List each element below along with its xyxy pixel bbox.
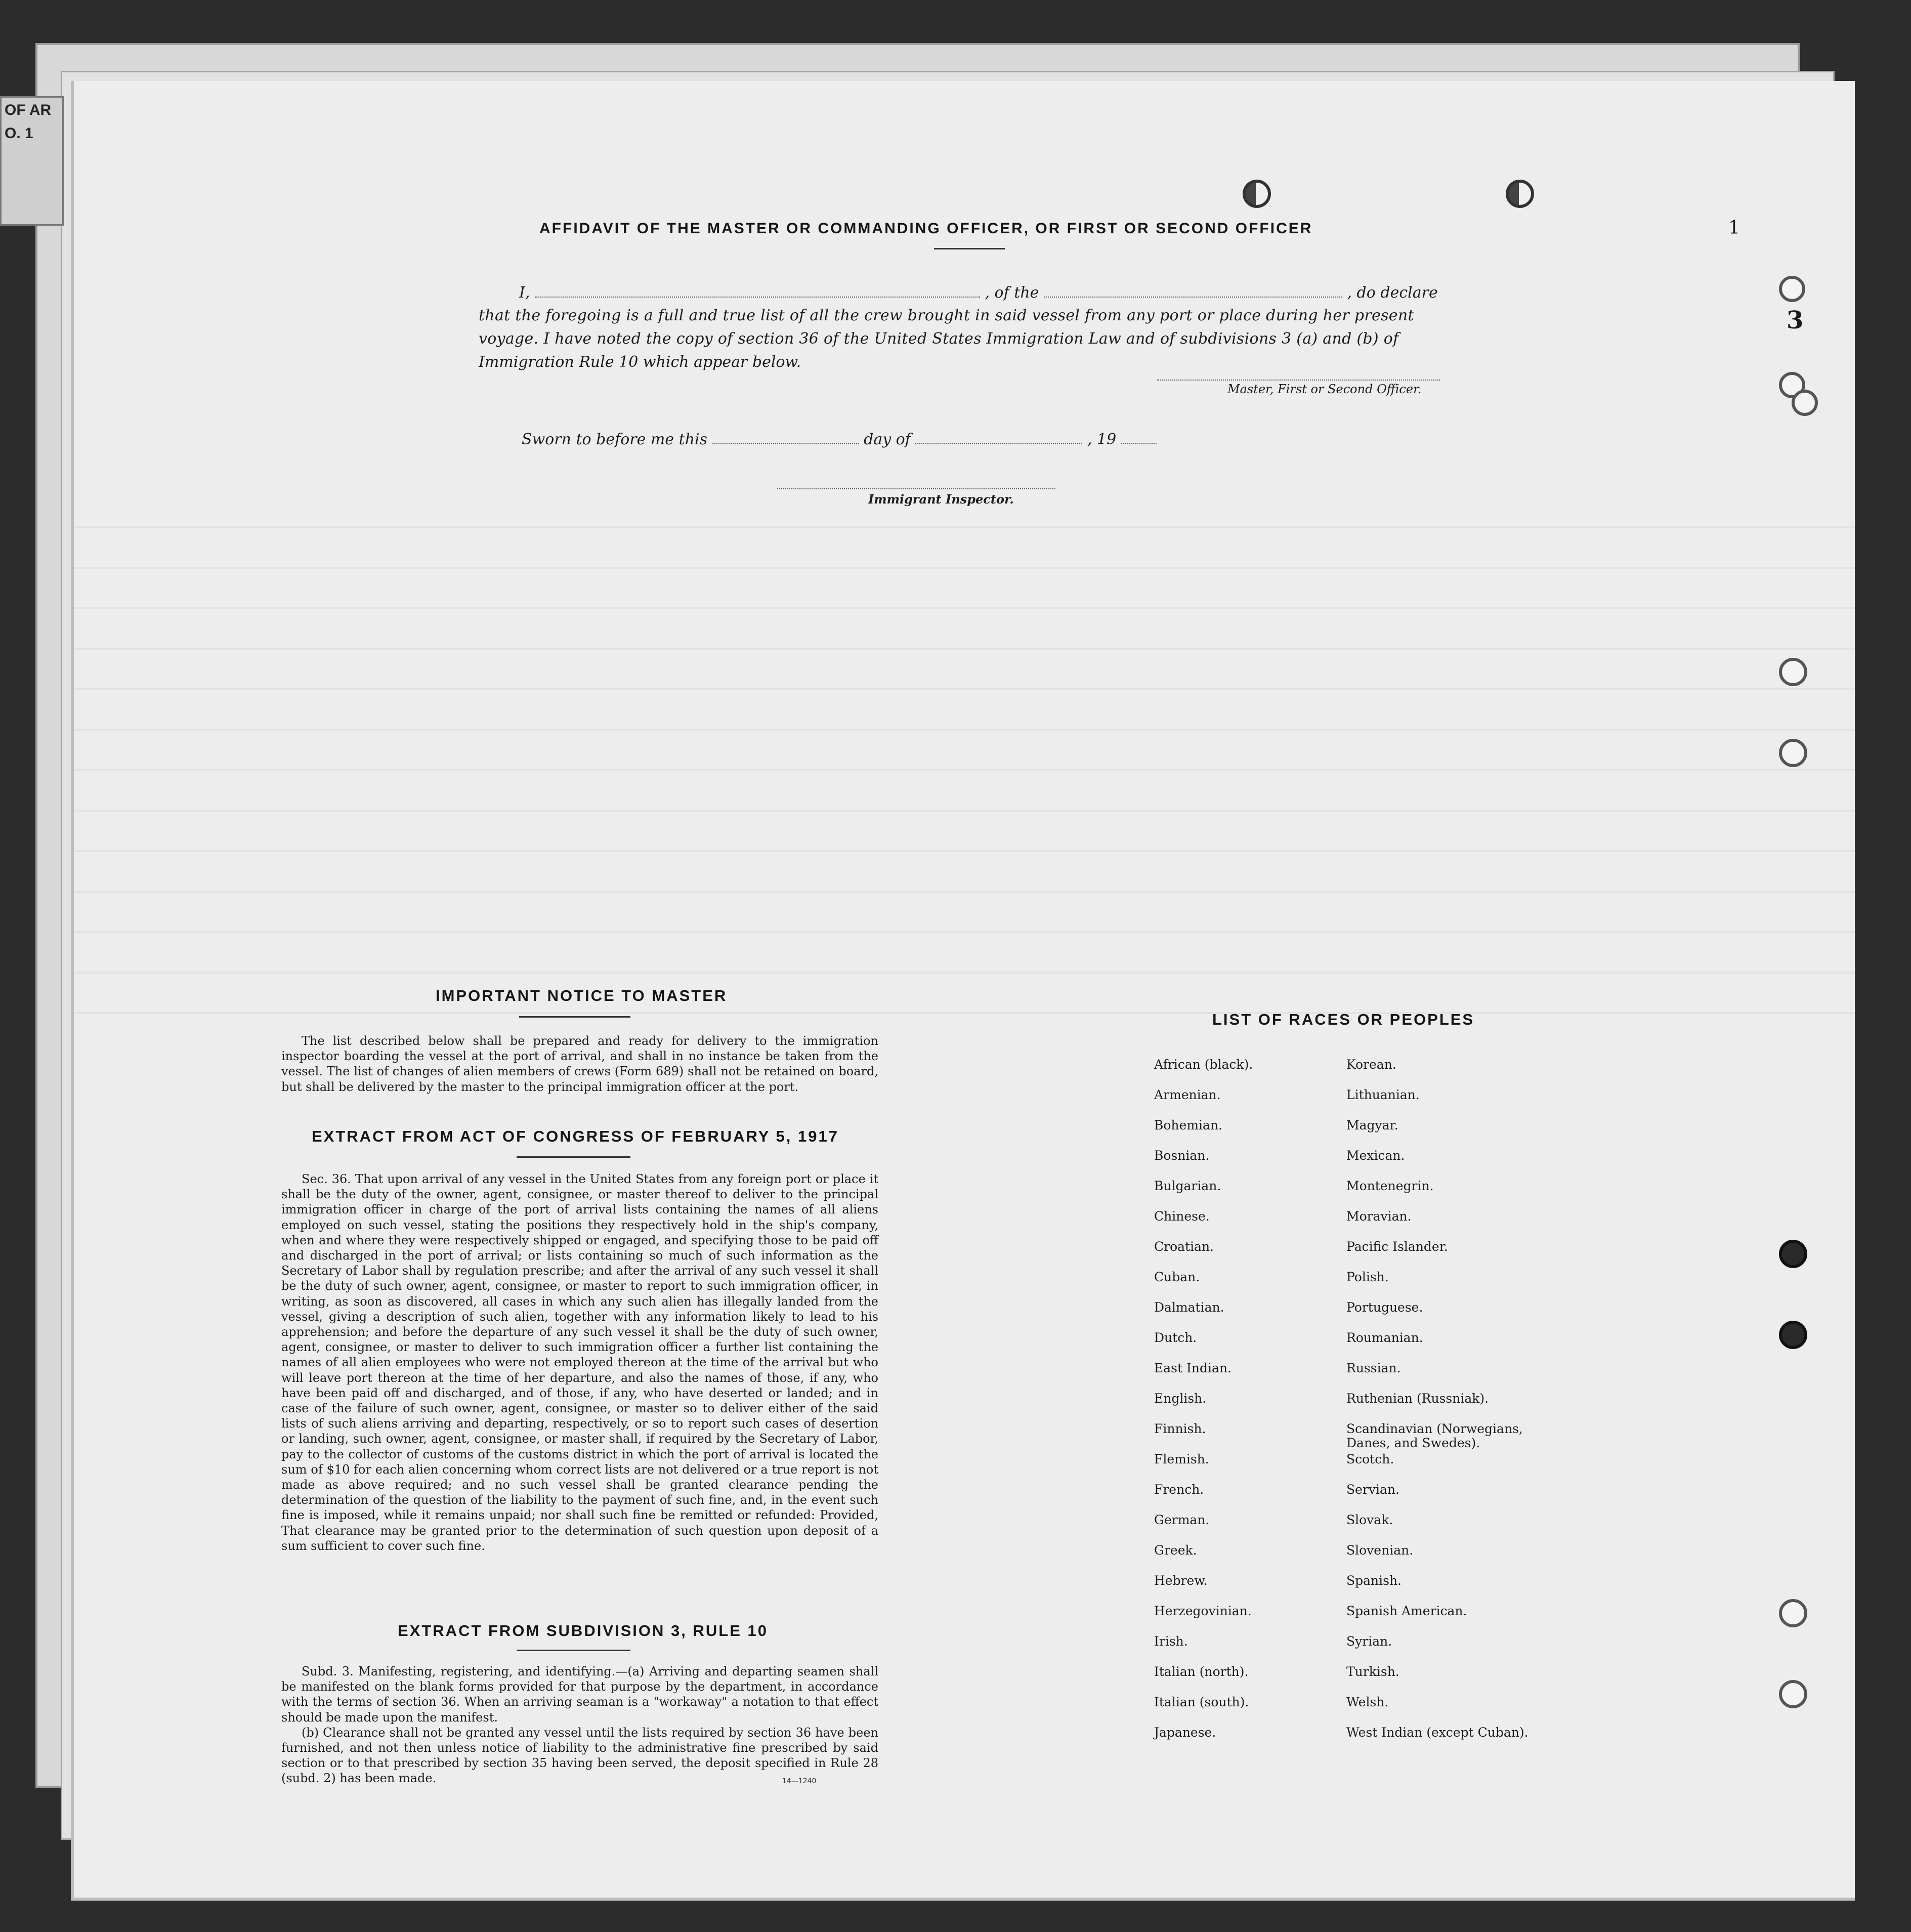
section-36-paragraph: Sec. 36. That upon arrival of any vessel in the United States from any foreign port or place it shall be the duty of the owner, agent, consignee, or master thereof to deliver to the principal immigration officer in charge of the port of arrival lists containing the names of all aliens employed on such vessel, stating the positions they respectively hold in the ship's company, when and where they were respectively shipped or engaged, and specifying those to be paid off and discharged in the port of arrival; or lists containing so much of such information as the Secretary of Labor shall by regulation prescribe; and after the arrival of any such vessel it shall be the duty of such owner, agent, consignee, or master to report to such immigration officer, in writing, as soon as discovered, all cases in which any such alien has illegally landed from the vessel, giving a description of such alien, together with any information likely to lead to his apprehension; and before the departure of any such vessel it shall be the duty of such owner, agent, consignee, or master to deliver to such immigration officer a further list containing the names of all alien employees who were not employed thereon at the time of the arrival but who will leave port thereon at the time of her departure, and also the names of those, if any, who have been paid off and discharged, and of those, if any, who have deserted or landed; and in case of the failure of such owner, agent, consignee, or master so to deliver either of the said lists of such aliens arriving and departing, respectively, or so to report such cases of desertion or landing, such owner, agent, consignee, or master shall, if required by the Secretary of Labor, pay to the collector of customs of the customs district in which the port of arrival is located the sum of $10 for each alien concerning whom correct lists are not delivered or a true report is not made as above required; and no such vessel shall be granted clearance pending the determination of the question of the liability to the payment of such fine, and, in the event such fine is imposed, while it remains unpaid; nor shall such fine be remitted or refunded: Provided, That clearance may be granted prior to the determination of such question upon deposit of a sum sufficient to cover such fine. — [281, 1172, 878, 1553]
punch-hole — [1506, 180, 1534, 208]
race-item: Russian. — [1346, 1361, 1401, 1375]
race-item: Roumanian. — [1346, 1330, 1423, 1345]
ghost-line — [74, 567, 1855, 569]
manifest-page — [71, 81, 1855, 1901]
race-item: East Indian. — [1154, 1361, 1231, 1375]
extract-rule-rule — [517, 1650, 630, 1651]
affidavit-title: AFFIDAVIT OF THE MASTER OR COMMANDING OFFICER, OR FIRST OR SECOND OFFICER — [539, 220, 1313, 237]
extract-act-title: EXTRACT FROM ACT OF CONGRESS OF FEBRUARY 5, 1917 — [312, 1127, 839, 1145]
left-tab — [0, 96, 64, 226]
race-item: Polish. — [1346, 1270, 1389, 1284]
race-item: Herzegovinian. — [1154, 1604, 1252, 1618]
form-number: 14—1240 — [782, 1777, 817, 1785]
left-tab-label-b: O. 1 — [5, 125, 33, 142]
inspector-label: Immigrant Inspector. — [868, 492, 1014, 507]
affidavit-line-3: voyage. I have noted the copy of section 36 of the United States Immigration Law and of subdivisions 3 (a) and (b) of — [479, 330, 1399, 348]
punch-hole — [1779, 1680, 1807, 1708]
race-item: Bulgarian. — [1154, 1179, 1221, 1193]
race-item: Japanese. — [1154, 1725, 1216, 1740]
race-item: Montenegrin. — [1346, 1179, 1434, 1193]
race-item: Chinese. — [1154, 1209, 1210, 1224]
affidavit-line1-mid: , of the — [985, 284, 1039, 302]
signature-label: Master, First or Second Officer. — [1227, 382, 1422, 396]
race-item: Scandinavian (Norwegians, Danes, and Swedes). — [1346, 1421, 1523, 1450]
ghost-line — [74, 648, 1855, 650]
extract-act-text — [281, 1171, 878, 1553]
race-item: Magyar. — [1346, 1118, 1398, 1132]
sworn-day-field[interactable] — [712, 430, 859, 444]
extract-rule-title: EXTRACT FROM SUBDIVISION 3, RULE 10 — [398, 1622, 768, 1640]
notice-text — [281, 1033, 878, 1095]
ghost-line — [74, 769, 1855, 771]
affidavit-line-1 — [519, 283, 1438, 302]
sworn-year-field[interactable] — [1121, 430, 1157, 444]
page-mark-top-right: 1 — [1728, 218, 1740, 238]
race-item: Bosnian. — [1154, 1148, 1210, 1163]
sworn-mid: day of — [864, 431, 911, 448]
vessel-name-field[interactable] — [1044, 283, 1342, 298]
race-item: Korean. — [1346, 1057, 1396, 1072]
race-item: Spanish. — [1346, 1573, 1402, 1588]
race-item: English. — [1154, 1391, 1207, 1406]
race-item: Slovak. — [1346, 1513, 1393, 1527]
ghost-line — [74, 810, 1855, 812]
rule-subdivision-b: (b) Clearance shall not be granted any vessel until the lists required by section 36 have been furnished, and not then unless notice of liability to the administrative fine prescribed by said section or to that prescribed by section 35 having been served, the deposit specified in Rule 28 (subd. 2) has been made. — [281, 1725, 878, 1786]
punch-hole — [1779, 739, 1807, 767]
affidavit-line-4: Immigration Rule 10 which appear below. — [479, 353, 801, 371]
race-item: Lithuanian. — [1346, 1087, 1420, 1102]
rule-subdivision-a: Subd. 3. Manifesting, registering, and identifying.—(a) Arriving and departing seamen shall be manifested on the blank forms provided for that purpose by the department, in accordance with the terms of section 36. When an arriving seaman is a "workaway" a notation to that effect should be made upon the manifest. — [281, 1664, 878, 1725]
race-item: Irish. — [1154, 1634, 1188, 1649]
punch-hole — [1779, 1321, 1807, 1349]
race-item: Armenian. — [1154, 1087, 1221, 1102]
punch-hole — [1779, 276, 1805, 302]
race-item: Italian (north). — [1154, 1664, 1249, 1679]
races-title: LIST OF RACES OR PEOPLES — [1212, 1011, 1475, 1028]
race-item: African (black). — [1154, 1057, 1253, 1072]
left-tab-label-a: OF AR — [5, 102, 52, 118]
races-left-column — [1154, 1058, 1253, 1756]
race-item: Croatian. — [1154, 1239, 1214, 1254]
race-item: Turkish. — [1346, 1664, 1399, 1679]
race-item: Syrian. — [1346, 1634, 1392, 1649]
race-item: Cuban. — [1154, 1270, 1200, 1284]
affidavit-line-2: that the foregoing is a full and true list of all the crew brought in said vessel from any port or place during her present — [479, 307, 1414, 324]
ghost-line — [74, 931, 1855, 933]
race-item: Ruthenian (Russniak). — [1346, 1391, 1489, 1406]
punch-hole — [1779, 1599, 1807, 1627]
ghost-line — [74, 688, 1855, 690]
race-item: Pacific Islander. — [1346, 1239, 1448, 1254]
affidavit-title-rule — [934, 248, 1005, 249]
affidavit-line1-start: I, — [519, 284, 530, 302]
race-item: Bohemian. — [1154, 1118, 1222, 1132]
extract-act-rule — [517, 1156, 630, 1158]
race-item: Spanish American. — [1346, 1604, 1467, 1618]
sworn-line — [522, 430, 1157, 448]
races-right-column — [1346, 1058, 1539, 1756]
extract-rule-text — [281, 1664, 878, 1786]
master-name-field[interactable] — [535, 283, 980, 298]
ghost-line — [74, 607, 1855, 609]
signature-line[interactable] — [1157, 374, 1440, 381]
notice-title-rule — [519, 1016, 630, 1018]
notice-title: IMPORTANT NOTICE TO MASTER — [436, 987, 728, 1004]
race-item: Scotch. — [1346, 1452, 1394, 1466]
race-item: Portuguese. — [1346, 1300, 1423, 1315]
punch-hole — [1779, 1240, 1807, 1268]
ghost-line — [74, 729, 1855, 731]
race-item: Dutch. — [1154, 1330, 1197, 1345]
affidavit-line1-end: , do declare — [1347, 284, 1438, 302]
page-mark-right-margin: 3 — [1787, 306, 1804, 334]
race-item: Finnish. — [1154, 1421, 1206, 1436]
races-list — [1154, 1058, 1711, 1766]
race-item: Italian (south). — [1154, 1695, 1249, 1709]
punch-hole — [1792, 390, 1818, 416]
race-item: West Indian (except Cuban). — [1346, 1725, 1528, 1740]
ghost-line — [74, 526, 1855, 528]
race-item: Servian. — [1346, 1482, 1399, 1497]
race-item: French. — [1154, 1482, 1204, 1497]
race-item: Mexican. — [1346, 1148, 1405, 1163]
race-item: Welsh. — [1346, 1695, 1389, 1709]
race-item: Flemish. — [1154, 1452, 1209, 1466]
race-item: Dalmatian. — [1154, 1300, 1224, 1315]
race-item: Slovenian. — [1346, 1543, 1414, 1558]
punch-hole — [1243, 180, 1271, 208]
punch-hole — [1779, 658, 1807, 686]
race-item: Greek. — [1154, 1543, 1197, 1558]
sworn-start: Sworn to before me this — [522, 431, 708, 448]
sworn-end: , 19 — [1087, 431, 1117, 448]
ghost-line — [74, 972, 1855, 974]
ghost-line — [74, 850, 1855, 852]
notice-paragraph: The list described below shall be prepared and ready for delivery to the immigration inspector boarding the vessel at the port of arrival, and shall in no instance be taken from the vessel. The list of changes of alien members of crews (Form 689) shall not be retained on board, but shall be delivered by the master to the principal immigration officer at the port. — [281, 1034, 878, 1094]
ghost-line — [74, 1012, 1855, 1014]
inspector-signature-line[interactable] — [777, 483, 1055, 489]
race-item: Hebrew. — [1154, 1573, 1208, 1588]
ghost-line — [74, 891, 1855, 893]
race-item: Moravian. — [1346, 1209, 1412, 1224]
race-item: German. — [1154, 1513, 1210, 1527]
sworn-month-field[interactable] — [915, 430, 1082, 444]
